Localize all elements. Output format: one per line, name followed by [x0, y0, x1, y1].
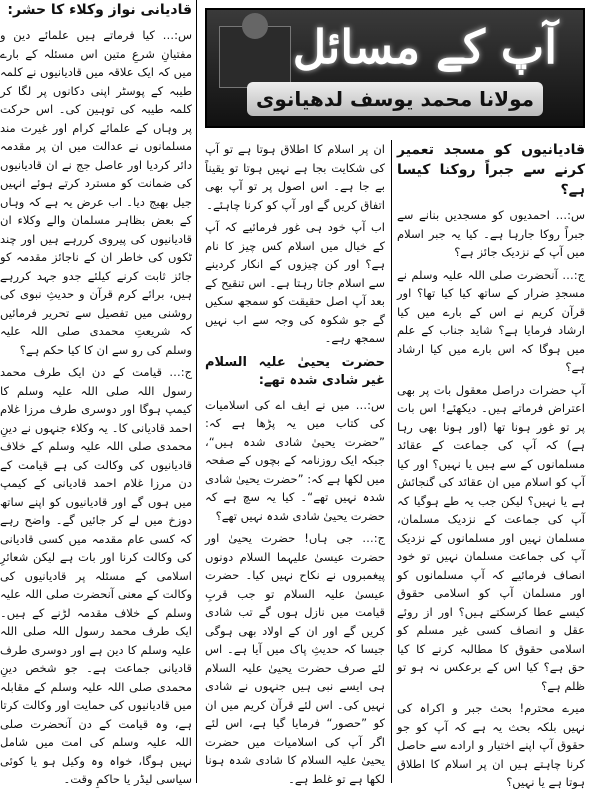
- question-paragraph: س:… میں نے ایف اے کی اسلامیات کی کتاب میں یہ پڑھا ہے کہ: ”حضرت یحییٰ شادی شدہ ہیں“، جبکہ ایک روزنامہ کے بچوں کے صفحہ میں لکھا ہے کہ: ”حضرت یحییٰ شادی شدہ نہیں تھے“۔ کیا یہ سچ ہے کہ حضرت یحییٰ شادی شدہ نہیں تھے؟: [205, 397, 385, 523]
- answer-paragraph-3: میرے محترم! بحث جبر و اکراہ کی نہیں بلکہ بحث یہ ہے کہ آپ کو جو حقوق آپ اپنے اختیار و ارادے سے حاصل کرنا چاہتے ہیں ان پر اسلام کا اطلاق ہوتا ہے یا نہیں؟: [397, 701, 585, 789]
- article-heading-lawyers: قادیانی نواز وکلاء کا حشر:: [7, 2, 192, 18]
- article-heading-yahya: حضرت یحییٰ علیہ السلام غیر شادی شدہ تھے:: [205, 354, 385, 388]
- question-paragraph: س:… کیا فرماتے ہیں علمائے دین و مفتیانِ شرعِ متین اس مسئلہ کے بارے میں کہ ایک علاقہ میں قادیانیوں نے کلمہ طیبہ کے پوسٹر اپنی دکانوں پر لگا کر کلمہ طیبہ کی توہین کی۔ اس حرکت پر وہاں کے علمائے کرام اور غیرت مند مسلمانوں نے عدالت میں ان پر مقدمہ دائر کردیا اور عاصل جج نے ان قادیانیوں کی ضمانت کو مسترد کرتے ہوئے انہیں جیل بھیج دیا۔ اب عرض یہ ہے کہ وہاں کے بعض بظاہر مسلمان والے وکلاء ان قادیانیوں کی پیروی کررہے ہیں اور چند ٹکوں کی خاطر ان کے ناجائز مقدمہ کو جائز ثابت کرنے کیلئے جدو جہد کررہے ہیں، برائے کرم قرآن و حدیثِ نبوی کی روشنی میں تفصیل سے تحریر فرمائیں کہ شریعتِ محمدی صلی اللہ علیہ وسلم کی رو سے ان کا کیا حکم ہے؟: [0, 28, 192, 357]
- column-qadiani-lawyers: [0, 0, 192, 786]
- column-mosque-construction: [397, 140, 585, 789]
- kaaba-image: [219, 26, 291, 88]
- question-paragraph: س:… احمدیوں کو مسجدیں بنانے سے جبراً روکا جارہا ہے۔ کیا یہ جبر اسلام میں آپ کے نزدیک جائز ہے؟: [397, 208, 585, 259]
- answer-paragraph: ج:… قیامت کے دن ایک طرف محمد رسول اللہ صلی اللہ علیہ وسلم کا کیمپ ہوگا اور دوسری طرف مرزا غلام احمد قادیانی کا۔ یہ وکلاء جنہوں نے دینِ محمدی صلی اللہ علیہ وسلم کے خلاف قادیانیوں کی وکالت کی ہے قیامت کے دن مرزا غلام احمد قادیانی کے کیمپ میں ہوں گے اور قادیانیوں کو اپنے ساتھ دوزخ میں لے کر جائیں گے۔ واضح رہے کہ کسی عام مقدمہ میں کسی قادیانی کی وکالت کرنا اور بات ہے لیکن شعائرِ اسلامی کے مسئلہ پر قادیانیوں کی وکالت کے معنی آنحضرت صلی اللہ علیہ وسلم کے خلاف مقدمہ لڑنے کے ہیں۔ ایک طرف محمد رسول اللہ صلی اللہ علیہ وسلم کا دین ہے اور دوسری طرف قادیانی جماعت ہے۔ جو شخص دینِ محمدی صلی اللہ علیہ وسلم کے مقابلہ میں قادیانیوں کی حمایت اور وکالت کرتا ہے، وہ قیامت کے دن آنحضرت صلی اللہ علیہ وسلم کی امت میں شامل نہیں ہوگا، خواہ وہ وکیل ہو یا کوئی سیاسی لیڈر یا حاکمِ وقت۔: [0, 365, 192, 786]
- answer-continuation-2: اب آپ خود ہی غور فرمائیے کہ آپ کے خیال میں اسلام کس چیز کا نام ہے؟ اور کن چیزوں کے انکار کردینے سے اسلام جاتا رہتا ہے۔ اس تنقیح کے بعد آپ اصل حقیقت کو سمجھ سکیں گے جو شکوہ کی وجہ سے اب نہیں سمجھ رہے۔: [205, 220, 385, 345]
- banner-title: آپ کے مسائل: [292, 20, 557, 74]
- answer-continuation: ان پر اسلام کا اطلاق ہوتا ہے تو آپ کی شکایت بجا ہے نہیں ہوتا تو یقیناً بے جا ہے۔ اس اصول پر تو آپ بھی اتفاق کریں گے اور آپ کو کرنا چاہئے۔: [205, 142, 385, 212]
- column-divider: [391, 140, 392, 783]
- answer-paragraph-2: آپ حضرات دراصل معقول بات پر بھی اعتراض فرماتے ہیں۔ دیکھئے! اس بات پر تو غور ہونا تھا (اور ہونا بھی رہا ہے) کہ آپ کی جماعت کے عقائد مسلمانوں کے سے ہیں یا نہیں؟ اور کیا آپ کو اسلام میں ان عقائد کی گنجائش ہے یا نہیں؟ لیکن جب یہ طے ہوگیا کہ آپ کی جماعت کے نزدیک مسلمان، مسلمان نہیں اور مسلمانوں کے نزدیک آپ کی جماعت مسلمان نہیں تو خود انصاف فرمائیے کہ آپ مسلمانوں کو اور مسلمان آپ کو اسلامی حقوق کیسے عطا کرسکتے ہیں؟ اور از روئے عقل و انصاف کسی غیر مسلم کو اسلامی حقوق کا مطالبہ کرنے کا کیا حق ہے؟ کیا اس کے برعکس نہ ہو تو ظلم ہے؟: [397, 382, 585, 693]
- column-divider: [196, 0, 197, 783]
- answer-paragraph: ج:… جی ہاں! حضرت یحییٰ اور حضرت عیسیٰ علیہما السلام دونوں پیغمبروں نے نکاح نہیں کیا۔ حضرت عیسیٰ علیہ السلام تو جب قربِ قیامت میں نازل ہوں گے تب شادی کریں گے اور ان کے اولاد بھی ہوگی جیسا کہ حدیثِ پاک میں آیا ہے۔ اس لئے صرف حضرت یحییٰ علیہ السلام ہی ایسے نبی ہیں جنہوں نے شادی نہیں کی۔ اس لئے قرآن کریم میں ان کو ”حصور“ فرمایا گیا ہے، اس لئے اگر آپ کی اسلامیات میں حضرت یحییٰ علیہ السلام کا شادی شدہ ہونا لکھا ہے تو غلط ہے۔: [205, 531, 385, 786]
- column-banner: [205, 8, 585, 128]
- article-heading-mosque: قادیانیوں کو مسجد تعمیر کرنے سے جبراً روکنا کیسا ہے؟: [397, 142, 585, 198]
- answer-paragraph: ج:… آنحضرت صلی اللہ علیہ وسلم نے مسجدِ ضرار کے ساتھ کیا کیا تھا؟ اور قرآن کریم نے اس کے بارے میں کیا ارشاد فرمایا ہے؟ شاید جناب کے علم میں ہوگا کہ اس بارے میں کیا ارشاد ہے؟: [397, 267, 585, 374]
- banner-author: مولانا محمد یوسف لدھیانوی: [247, 82, 543, 116]
- column-middle: [205, 140, 385, 786]
